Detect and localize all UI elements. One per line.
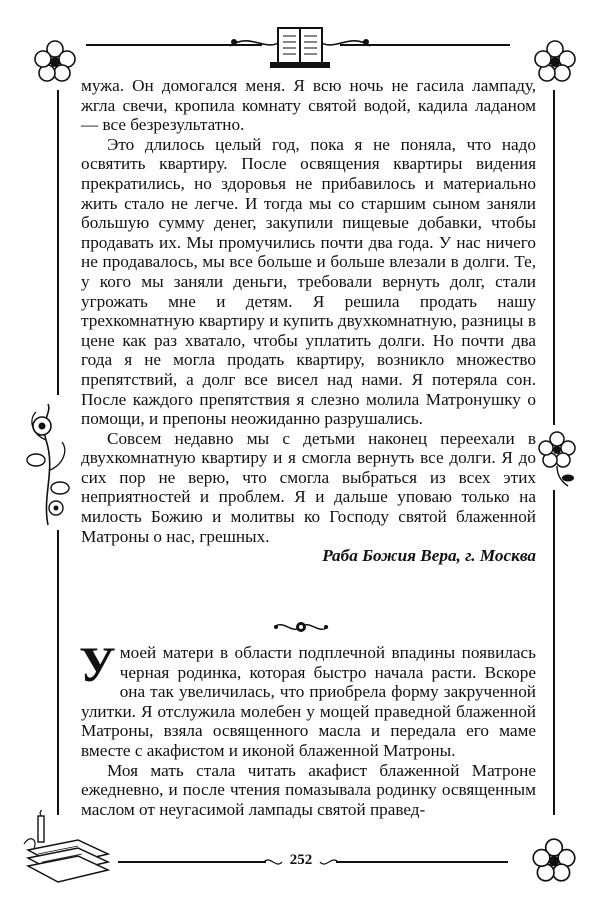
paragraph-1: мужа. Он домогался меня. Я всю ночь не гасила лампаду, жгла свечи, кропила комнату святой водой, кадила ладаном — все безрезультатно. — [81, 76, 536, 135]
second-story-text-block — [79, 636, 536, 819]
paragraph-5: Моя мать стала читать акафист блаженной Матроне ежедневно, и после чтения помазывала родинку освященным маслом от неугасимой лампады святой правед- — [81, 760, 536, 819]
paragraph-2: Это длилось целый год, пока я не поняла, что надо освятить квартиру. После освящения квартиры видения прекратились, но здоровья не прибавилось и материально жить стало не легче. И тогда мы со старшим сыном заняли большую сумму денег, закупили пищевые добавки, чтобы продавать их. Мы промучились почти два года. У нас ничего не продавалось, мы все больше и больше влезали в долги. Те, у кого мы заняли деньги, требовали вернуть долг, стали угрожать мне и детям. Я решила продать нашу трехкомнатную квартиру и купить двухкомнатную, разницы в цене как раз хватало, чтобы уплатить долги. Но почти два года я не могла продать квартиру, возникло множество препятствий, а долг все висел над нами. Я потеряла сон. После каждого препятствия я слезно молила Матронушку о помощи, и препоны неожиданно разрушались. — [81, 134, 536, 429]
flower-right-side-icon — [532, 428, 582, 490]
author-signature: Раба Божия Вера, г. Москва — [322, 546, 536, 566]
drop-cap-letter: У — [79, 636, 116, 692]
books-candle-icon — [18, 810, 118, 890]
flower-corner-top-left-icon — [30, 36, 80, 86]
flower-corner-top-right-icon — [530, 36, 580, 86]
floral-sprig-left-icon — [22, 400, 74, 530]
frame-left-rule-lower — [57, 530, 59, 815]
frame-left-rule-upper — [57, 90, 59, 395]
page-number: 252 — [289, 852, 313, 868]
frame-right-rule-lower — [553, 490, 555, 815]
open-book-icon — [210, 22, 390, 72]
paragraph-4-text: моей матери в области подплечной впадины появилась черная родинка, которая быстро начала расти. Вскоре она так увеличилась, что приобрела форму закрученной улитки. Я отслужила молебен у мощей праведной блаженной Матроны, взяла освященного масла и передала его маме вместе с акафистом и иконой блаженной Матроны. — [81, 643, 536, 760]
paragraph-dropcap — [79, 636, 536, 761]
flower-corner-bottom-right-icon — [528, 834, 580, 886]
frame-right-rule-upper — [553, 90, 555, 425]
frame-bottom-right-rule — [336, 861, 508, 863]
paragraph-3: Совсем недавно мы с детьми наконец переехали в двухкомнатную квартиру и я смогла вернуть все долги. Я до сих пор не верю, что смогла выбраться из всех этих неприятностей и проблем. Я и дальше уповаю только на милость Божию и молитвы ко Господу святой блаженной Матроны о нас, грешных. — [81, 428, 536, 546]
section-divider-icon — [270, 617, 332, 637]
frame-bottom-left-rule — [118, 861, 266, 863]
story-text-block — [81, 76, 536, 566]
